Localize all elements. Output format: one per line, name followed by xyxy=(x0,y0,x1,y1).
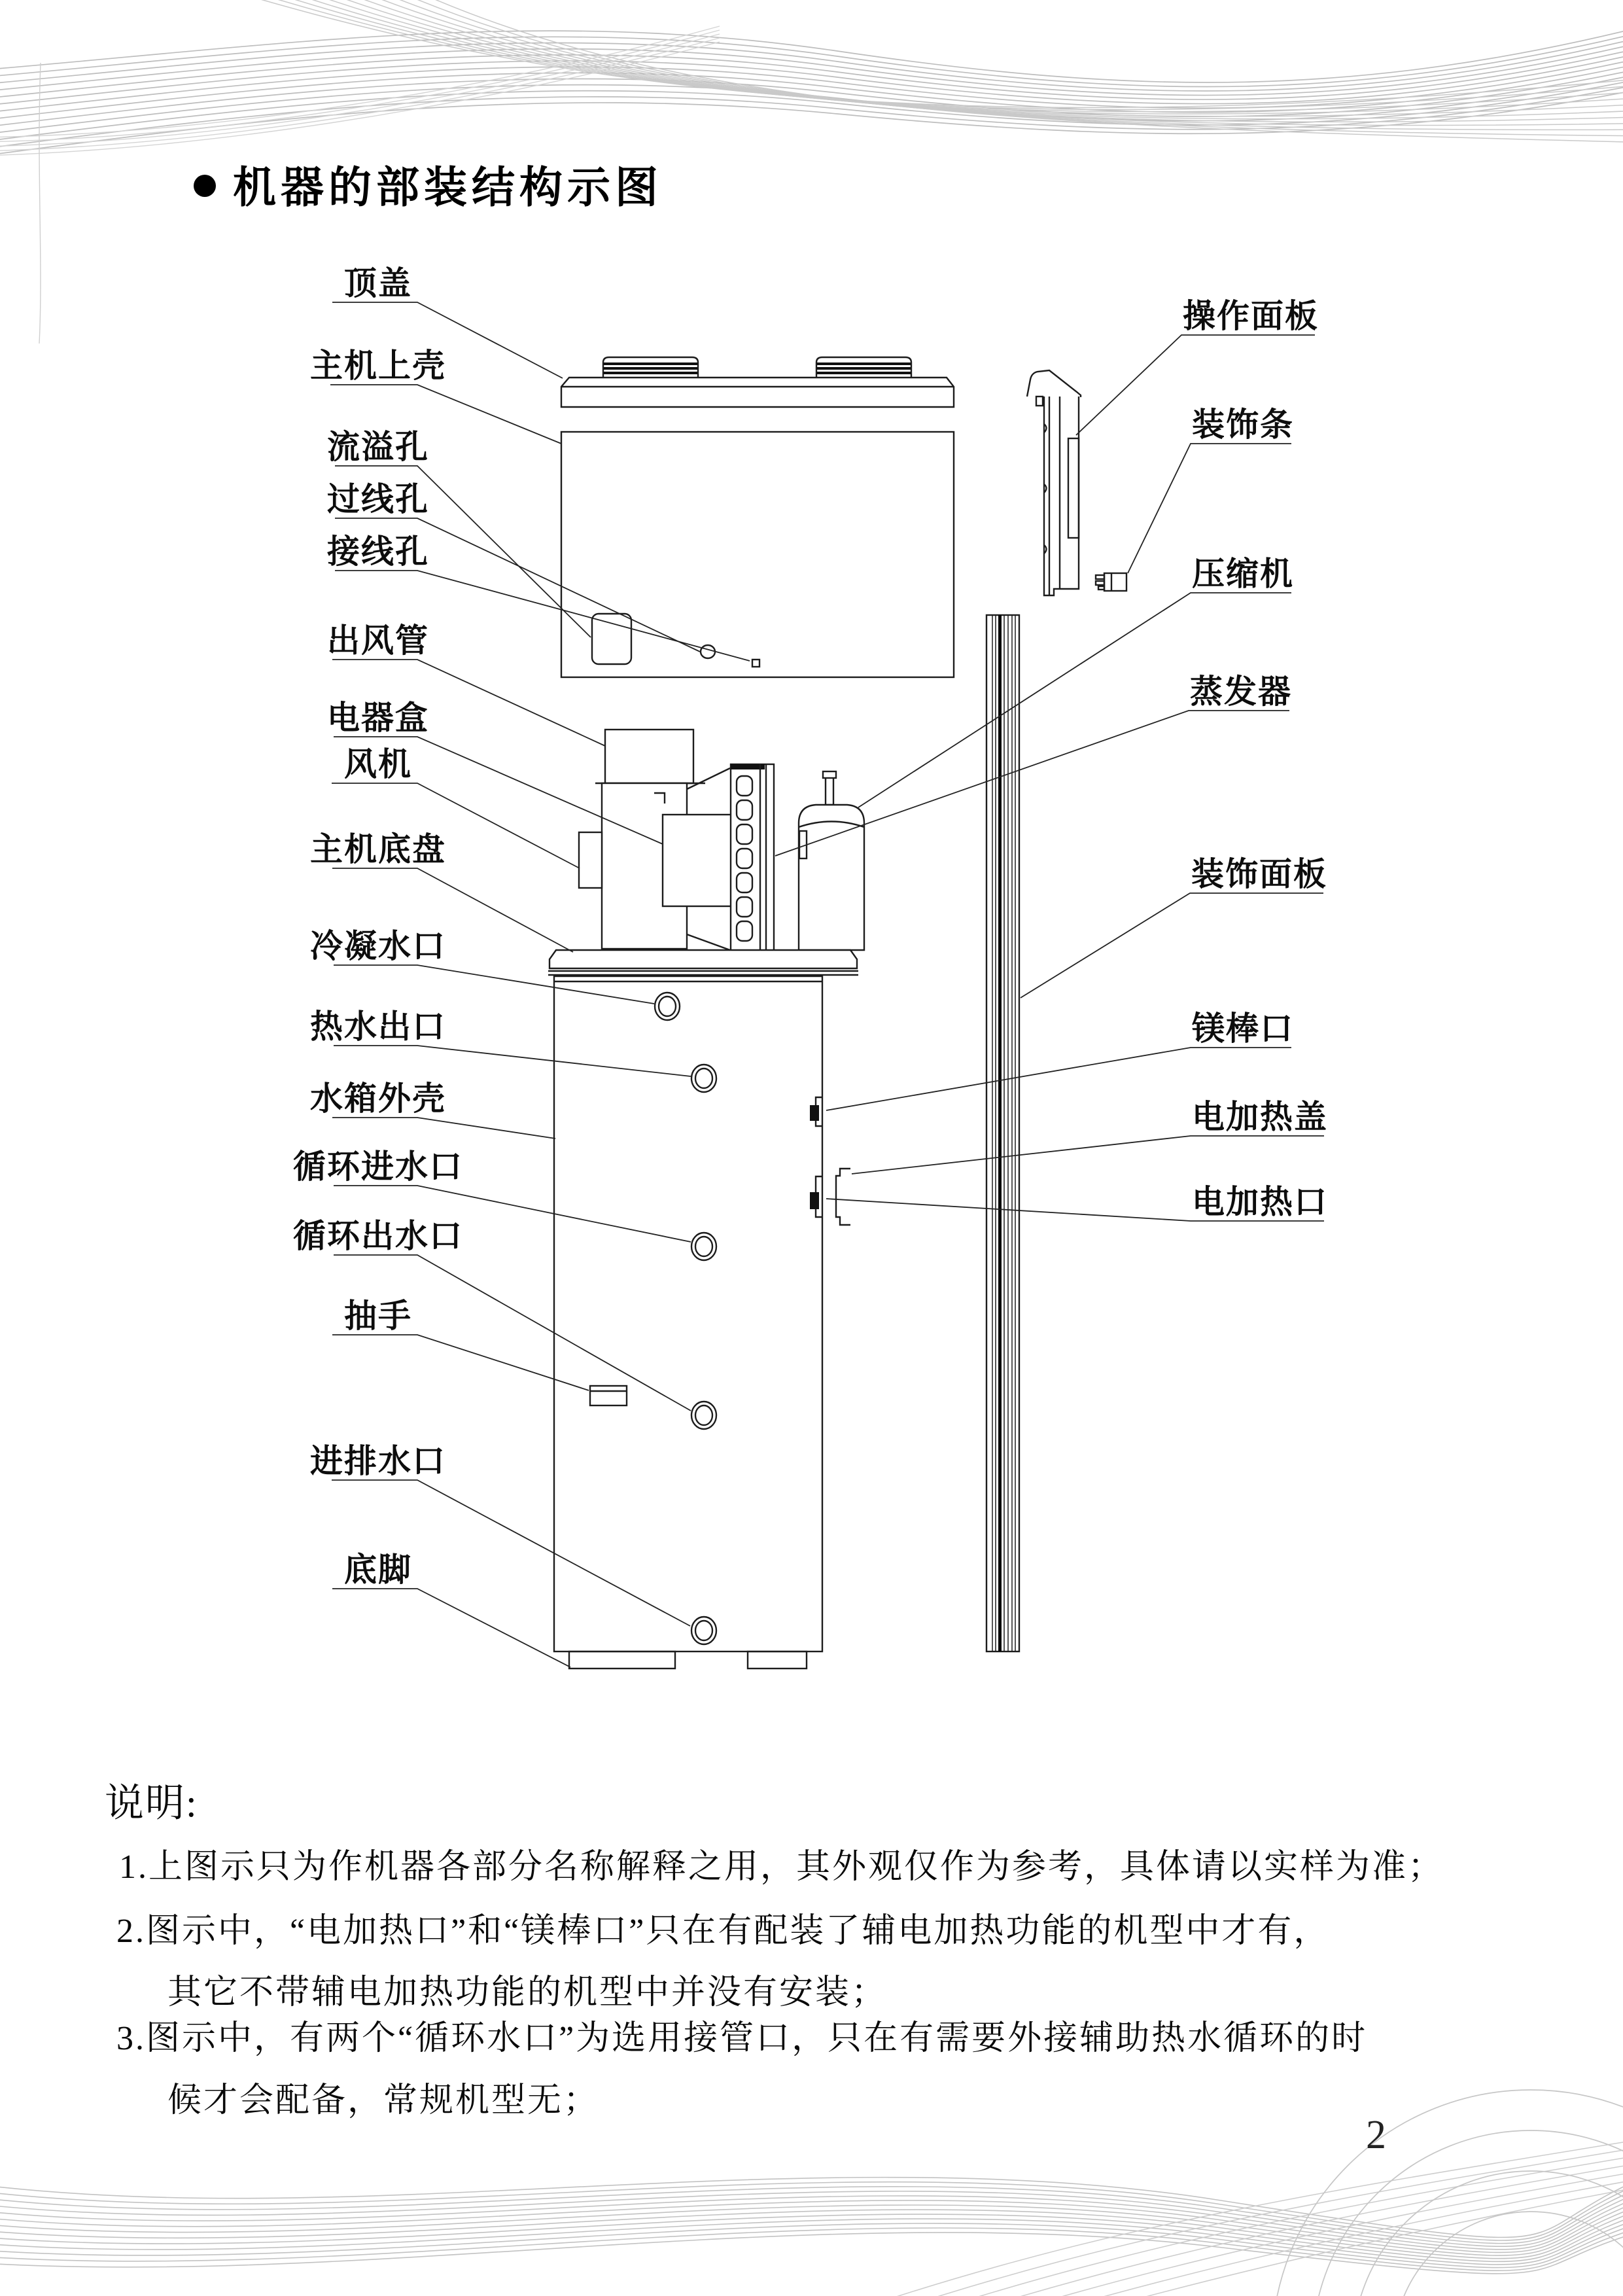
note-line-3b: 候才会配备，常规机型无； xyxy=(167,2082,600,2119)
foot-left xyxy=(569,1651,675,1669)
page-title xyxy=(194,163,663,211)
heat-pump-module xyxy=(548,730,864,975)
page-number: 2 xyxy=(1366,2113,1386,2157)
label-tank-shell: 水箱外壳 xyxy=(310,1080,446,1117)
wiring-hole xyxy=(752,660,759,667)
label-decorative-panel: 装饰面板 xyxy=(1191,856,1327,892)
top-cover xyxy=(561,357,954,407)
label-hot-water-outlet: 热水出口 xyxy=(310,1008,446,1045)
label-evaporator: 蒸发器 xyxy=(1190,673,1292,710)
bullet-icon xyxy=(194,175,216,197)
label-condensate-port: 冷凝水口 xyxy=(310,928,446,964)
note-line-3: 3.图示中，有两个“循环水口”为选用接管口，只在有需要外接辅助热水循环的时 xyxy=(116,2020,1368,2057)
label-wire-pass-hole: 过线孔 xyxy=(327,481,429,518)
label-circulation-inlet: 循环进水口 xyxy=(293,1148,463,1185)
air-outlet-duct xyxy=(595,730,705,783)
machine-diagram xyxy=(293,265,1328,1669)
note-line-1: 1.上图示只为作机器各部分名称解释之用，其外观仅作为参考，具体请以实样为准； xyxy=(119,1848,1444,1886)
foot-right xyxy=(748,1651,807,1669)
label-top-cover: 顶盖 xyxy=(344,265,412,302)
notes-section xyxy=(105,1782,1444,2119)
electric-heater-cover xyxy=(836,1169,850,1225)
electric-box xyxy=(663,815,740,906)
label-fan: 风机 xyxy=(344,746,412,783)
wire-pass-hole xyxy=(701,645,715,658)
label-chassis: 主机底盘 xyxy=(310,831,446,868)
label-compressor: 压缩机 xyxy=(1192,556,1294,592)
label-magnesium-rod-port: 镁棒口 xyxy=(1192,1010,1294,1047)
label-decorative-strip: 装饰条 xyxy=(1192,406,1294,443)
note-line-2: 2.图示中，“电加热口”和“镁棒口”只在有配装了辅电加热功能的机型中才有， xyxy=(116,1913,1330,1950)
label-drain-inlet: 进排水口 xyxy=(310,1443,446,1479)
label-heater-port: 电加热口 xyxy=(1192,1184,1328,1220)
decorative-panel xyxy=(986,615,1019,1651)
label-heater-cover: 电加热盖 xyxy=(1192,1099,1328,1135)
label-wiring-hole: 接线孔 xyxy=(327,533,429,570)
label-handle: 抽手 xyxy=(344,1298,412,1334)
overflow-hole xyxy=(592,614,631,664)
label-air-outlet-duct: 出风管 xyxy=(327,622,429,659)
note-line-2b: 其它不带辅电加热功能的机型中并没有安装； xyxy=(167,1974,888,2011)
label-circulation-outlet: 循环出水口 xyxy=(293,1218,463,1254)
label-overflow-hole: 流溢孔 xyxy=(327,429,429,465)
notes-heading: 说明: xyxy=(105,1782,198,1825)
upper-shell xyxy=(561,432,954,677)
operation-panel xyxy=(1027,370,1081,595)
label-electric-box: 电器盒 xyxy=(327,699,429,736)
decorative-strip-part xyxy=(1096,573,1126,591)
water-tank xyxy=(554,976,850,1669)
chassis xyxy=(548,950,858,975)
label-upper-shell: 主机上壳 xyxy=(310,347,446,384)
label-foot: 底脚 xyxy=(344,1551,412,1588)
title-text: 机器的部装结构示图 xyxy=(233,163,663,211)
compressor xyxy=(799,771,864,950)
evaporator xyxy=(731,764,774,951)
label-operation-panel: 操作面板 xyxy=(1183,298,1319,334)
